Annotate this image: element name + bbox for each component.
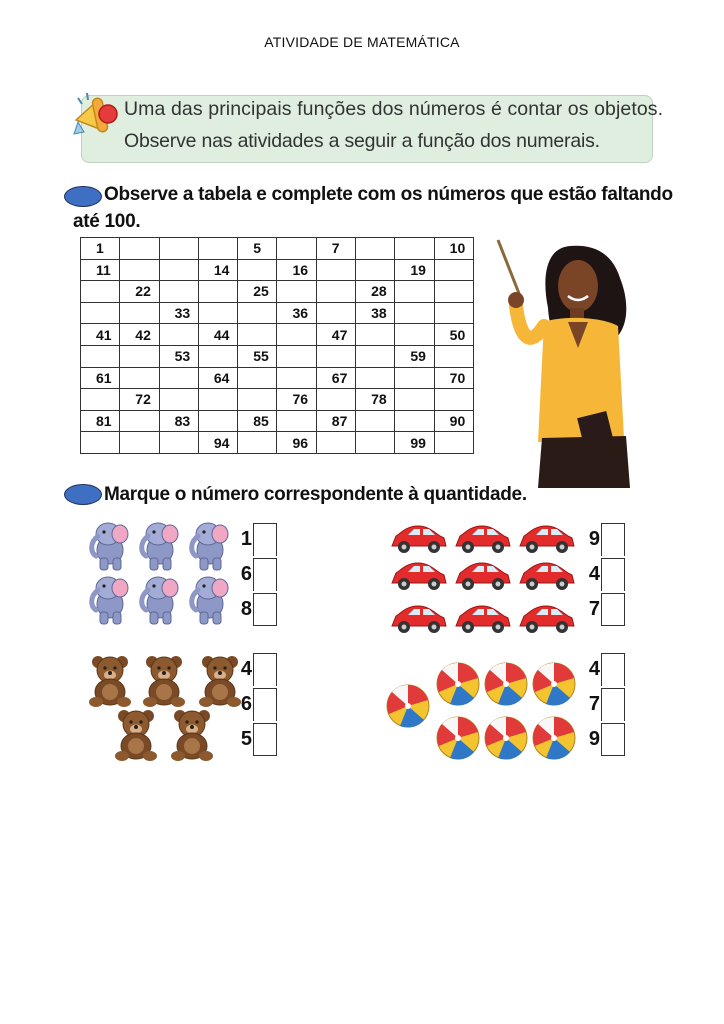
grid-cell[interactable] (434, 432, 473, 454)
answer-option (586, 687, 625, 722)
answer-option-number: 1 (240, 528, 252, 550)
answer-checkbox[interactable] (601, 723, 625, 756)
grid-cell[interactable] (434, 345, 473, 367)
grid-cell: 50 (434, 324, 473, 346)
grid-cell[interactable] (159, 389, 198, 411)
grid-cell: 22 (120, 281, 159, 303)
car-icon (452, 600, 514, 634)
grid-cell: 87 (316, 410, 355, 432)
grid-cell: 41 (81, 324, 120, 346)
grid-cell[interactable] (316, 302, 355, 324)
grid-cell[interactable] (198, 238, 237, 260)
beach-ball-icon (484, 716, 530, 762)
grid-cell[interactable] (277, 345, 316, 367)
intro-text-line-2: Observe nas atividades a seguir a função dos numerais. (124, 130, 600, 152)
megaphone-icon (68, 90, 124, 140)
grid-cell: 33 (159, 302, 198, 324)
grid-cell[interactable] (81, 389, 120, 411)
answer-option-number: 5 (240, 728, 252, 750)
grid-cell[interactable] (120, 302, 159, 324)
grid-cell: 96 (277, 432, 316, 454)
grid-cell: 1 (81, 238, 120, 260)
pointer-stick (498, 240, 520, 296)
grid-cell: 7 (316, 238, 355, 260)
grid-row (81, 345, 474, 367)
grid-cell[interactable] (81, 302, 120, 324)
grid-cell[interactable] (238, 432, 277, 454)
answer-checkbox[interactable] (253, 653, 277, 686)
teddy-bear-icon (196, 654, 244, 708)
answer-option (586, 522, 625, 557)
question-1-text-line-1: Observe a tabela e complete com os números que estão faltando (104, 184, 673, 205)
grid-cell[interactable] (238, 324, 277, 346)
answer-checkbox[interactable] (253, 723, 277, 756)
grid-cell[interactable] (316, 345, 355, 367)
answer-options-balls (586, 652, 625, 757)
grid-cell: 61 (81, 367, 120, 389)
answer-option-number: 4 (588, 563, 600, 585)
beach-ball-icon (436, 662, 482, 708)
beach-ball-icon (532, 716, 578, 762)
grid-cell[interactable] (159, 432, 198, 454)
answer-option (238, 557, 277, 592)
grid-cell[interactable] (395, 238, 434, 260)
question-1-bullet (64, 186, 102, 207)
grid-cell: 90 (434, 410, 473, 432)
answer-checkbox[interactable] (253, 558, 277, 591)
grid-cell: 10 (434, 238, 473, 260)
answer-option (238, 652, 277, 687)
grid-cell[interactable] (198, 281, 237, 303)
grid-cell: 25 (238, 281, 277, 303)
grid-row (81, 432, 474, 454)
grid-cell[interactable] (395, 367, 434, 389)
answer-checkbox[interactable] (601, 688, 625, 721)
grid-cell[interactable] (277, 367, 316, 389)
grid-cell[interactable] (81, 345, 120, 367)
grid-cell: 28 (356, 281, 395, 303)
answer-option (586, 557, 625, 592)
grid-cell: 85 (238, 410, 277, 432)
car-icon (516, 600, 578, 634)
teddy-bear-icon (86, 654, 134, 708)
grid-cell: 36 (277, 302, 316, 324)
grid-cell[interactable] (120, 410, 159, 432)
answer-option (238, 592, 277, 627)
grid-cell[interactable] (434, 302, 473, 324)
grid-row (81, 238, 474, 260)
grid-cell: 72 (120, 389, 159, 411)
grid-row (81, 259, 474, 281)
grid-cell: 19 (395, 259, 434, 281)
question-2-text: Marque o número correspondente à quantidade. (104, 484, 527, 505)
car-icon (516, 520, 578, 554)
grid-cell: 38 (356, 302, 395, 324)
answer-option (586, 652, 625, 687)
elephant-icon (186, 574, 234, 626)
grid-cell[interactable] (198, 302, 237, 324)
teacher-skirt (538, 436, 630, 488)
grid-cell[interactable] (356, 367, 395, 389)
elephant-icon (136, 520, 184, 572)
grid-cell: 76 (277, 389, 316, 411)
beach-ball-icon (436, 716, 482, 762)
elephant-icon (86, 520, 134, 572)
teacher-illustration (490, 238, 640, 488)
grid-cell[interactable] (356, 410, 395, 432)
intro-text-line-1: Uma das principais funções dos números é contar os objetos. (124, 98, 664, 120)
car-icon (388, 520, 450, 554)
grid-cell[interactable] (277, 238, 316, 260)
grid-cell[interactable] (120, 432, 159, 454)
grid-cell: 47 (316, 324, 355, 346)
answer-option-number: 8 (240, 598, 252, 620)
car-icon (452, 520, 514, 554)
grid-cell[interactable] (434, 281, 473, 303)
grid-cell: 59 (395, 345, 434, 367)
answer-checkbox[interactable] (601, 593, 625, 626)
grid-cell[interactable] (159, 324, 198, 346)
grid-cell[interactable] (316, 281, 355, 303)
grid-cell: 78 (356, 389, 395, 411)
teddy-bear-icon (112, 708, 160, 762)
grid-cell[interactable] (356, 345, 395, 367)
grid-cell[interactable] (120, 367, 159, 389)
grid-cell[interactable] (316, 389, 355, 411)
number-grid (80, 237, 474, 454)
grid-cell[interactable] (81, 281, 120, 303)
grid-cell[interactable] (159, 281, 198, 303)
beach-ball-icon (386, 684, 432, 730)
answer-checkbox[interactable] (601, 653, 625, 686)
grid-cell[interactable] (395, 324, 434, 346)
answer-options-cars (586, 522, 625, 627)
answer-checkbox[interactable] (253, 593, 277, 626)
grid-cell[interactable] (238, 259, 277, 281)
grid-row (81, 389, 474, 411)
grid-row (81, 302, 474, 324)
grid-cell[interactable] (395, 302, 434, 324)
grid-cell: 99 (395, 432, 434, 454)
car-icon (388, 600, 450, 634)
grid-row (81, 410, 474, 432)
grid-cell[interactable] (395, 410, 434, 432)
teacher-face (558, 260, 598, 312)
grid-row (81, 281, 474, 303)
beach-ball-icon (484, 662, 530, 708)
grid-cell: 5 (238, 238, 277, 260)
answer-option-number: 7 (588, 598, 600, 620)
answer-option (586, 592, 625, 627)
grid-cell[interactable] (81, 432, 120, 454)
answer-option-number: 7 (588, 693, 600, 715)
grid-cell[interactable] (120, 345, 159, 367)
grid-cell[interactable] (159, 259, 198, 281)
beach-ball-icon (532, 662, 578, 708)
grid-cell[interactable] (277, 324, 316, 346)
answer-checkbox[interactable] (253, 688, 277, 721)
car-icon (516, 557, 578, 591)
elephant-icon (136, 574, 184, 626)
grid-cell[interactable] (356, 259, 395, 281)
grid-cell[interactable] (159, 238, 198, 260)
grid-cell: 42 (120, 324, 159, 346)
answer-option (238, 722, 277, 757)
grid-cell[interactable] (238, 389, 277, 411)
grid-cell[interactable] (277, 410, 316, 432)
grid-cell[interactable] (198, 345, 237, 367)
grid-cell[interactable] (395, 281, 434, 303)
grid-row (81, 324, 474, 346)
grid-cell[interactable] (316, 432, 355, 454)
answer-option (238, 687, 277, 722)
grid-cell[interactable] (198, 389, 237, 411)
grid-cell: 64 (198, 367, 237, 389)
answer-option-number: 9 (588, 528, 600, 550)
car-icon (388, 557, 450, 591)
grid-cell: 83 (159, 410, 198, 432)
grid-cell[interactable] (238, 302, 277, 324)
answer-checkbox[interactable] (253, 523, 277, 556)
answer-options-bears (238, 652, 277, 757)
grid-cell: 55 (238, 345, 277, 367)
grid-cell[interactable] (198, 410, 237, 432)
grid-cell[interactable] (277, 281, 316, 303)
answer-checkbox[interactable] (601, 558, 625, 591)
grid-cell: 70 (434, 367, 473, 389)
answer-option-number: 6 (240, 693, 252, 715)
page-title: ATIVIDADE DE MATEMÁTICA (264, 34, 460, 50)
answer-option-number: 4 (240, 658, 252, 680)
teddy-bear-icon (168, 708, 216, 762)
grid-cell: 16 (277, 259, 316, 281)
grid-row (81, 367, 474, 389)
answer-option (238, 522, 277, 557)
answer-option-number: 4 (588, 658, 600, 680)
car-icon (452, 557, 514, 591)
answer-option (586, 722, 625, 757)
answer-option-number: 6 (240, 563, 252, 585)
grid-cell[interactable] (238, 367, 277, 389)
grid-cell[interactable] (120, 259, 159, 281)
grid-cell[interactable] (316, 259, 355, 281)
grid-cell: 81 (81, 410, 120, 432)
grid-cell[interactable] (434, 389, 473, 411)
answer-checkbox[interactable] (601, 523, 625, 556)
grid-cell[interactable] (356, 238, 395, 260)
elephant-icon (186, 520, 234, 572)
elephant-icon (86, 574, 134, 626)
grid-cell: 14 (198, 259, 237, 281)
grid-cell[interactable] (356, 432, 395, 454)
grid-cell[interactable] (356, 324, 395, 346)
grid-cell: 44 (198, 324, 237, 346)
question-1-text-line-2: até 100. (73, 211, 141, 232)
question-2-bullet (64, 484, 102, 505)
grid-cell[interactable] (159, 367, 198, 389)
grid-cell: 11 (81, 259, 120, 281)
grid-cell[interactable] (434, 259, 473, 281)
answer-options-elephants (238, 522, 277, 627)
teddy-bear-icon (140, 654, 188, 708)
grid-cell[interactable] (120, 238, 159, 260)
answer-option-number: 9 (588, 728, 600, 750)
grid-cell: 67 (316, 367, 355, 389)
grid-cell: 94 (198, 432, 237, 454)
grid-cell[interactable] (395, 389, 434, 411)
grid-cell: 53 (159, 345, 198, 367)
